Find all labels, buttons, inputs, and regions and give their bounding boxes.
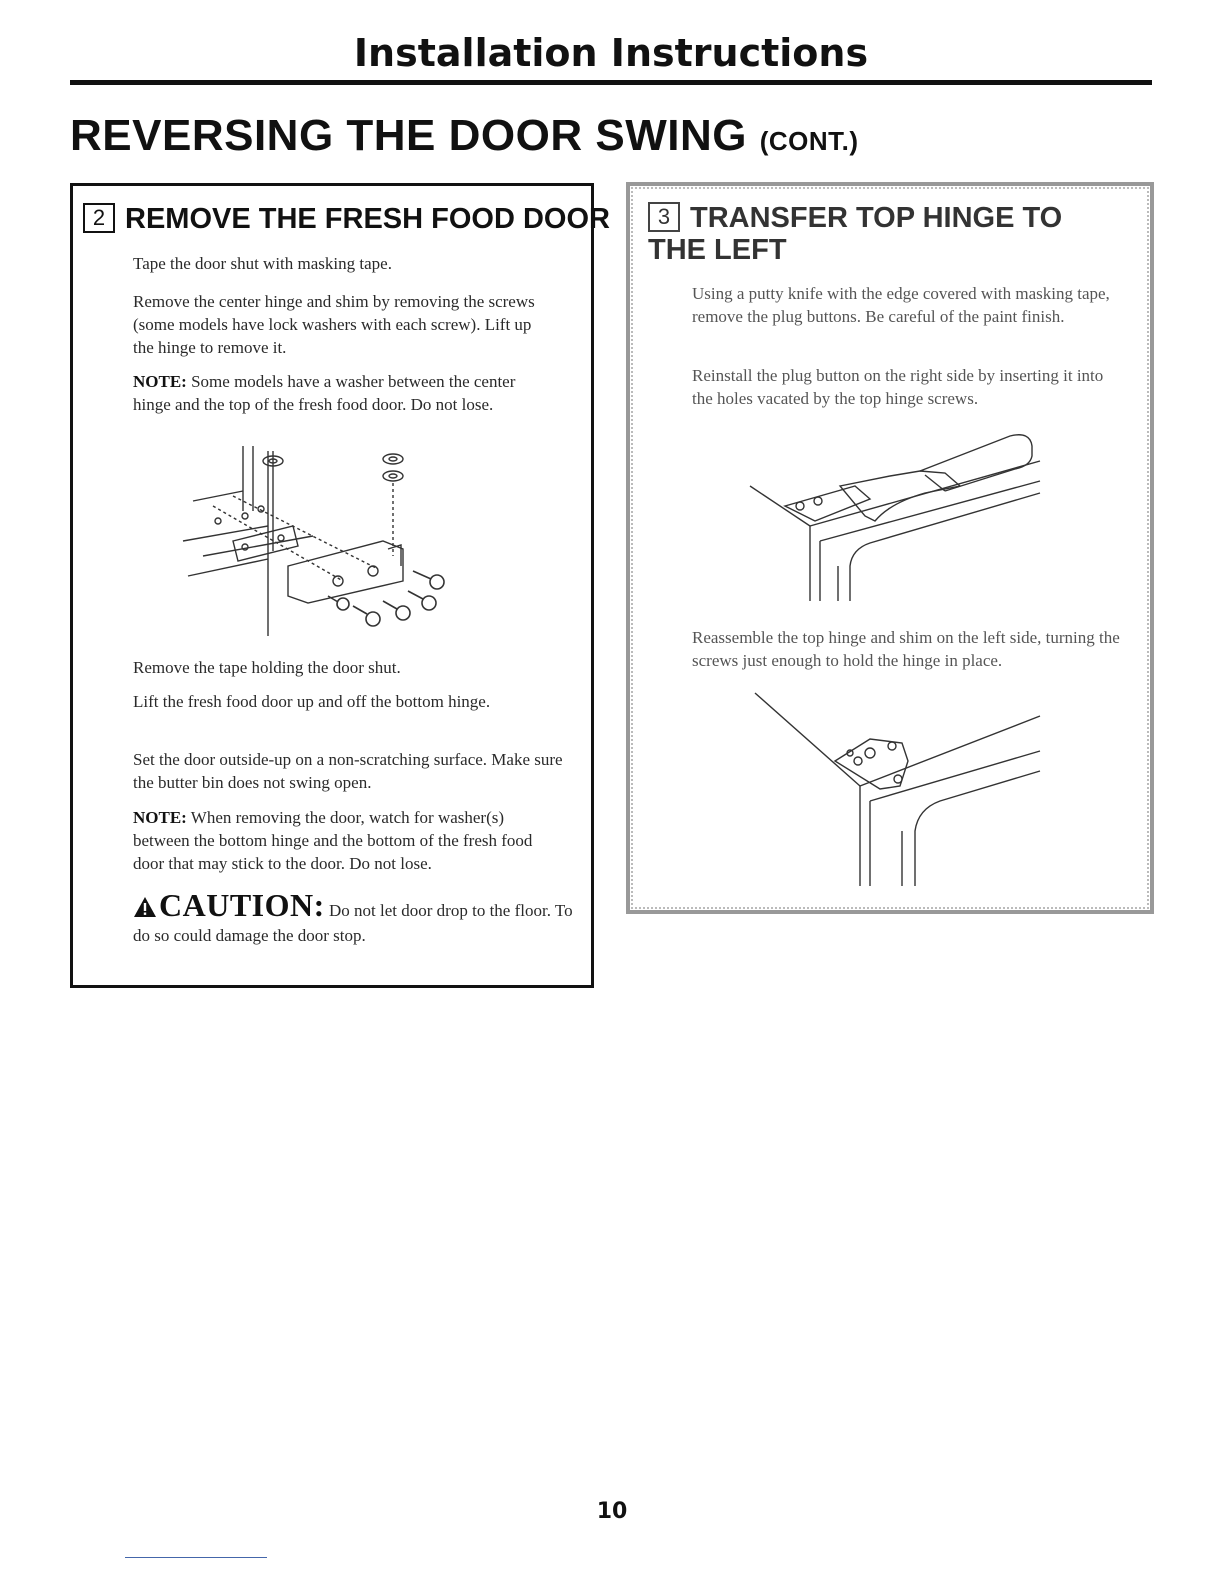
step3-box [626,182,1154,914]
section-title-text: REVERSING THE DOOR SWING [70,111,747,160]
section-title [70,110,859,167]
step2-note2-text: When removing the door, watch for washer(s) between the bottom hinge and the bottom of the fresh food door that may stick to the door. Do not lose. [133,808,533,873]
step2-note1-label: NOTE: [133,372,187,391]
warning-triangle-icon [133,896,157,924]
footer-divider [125,1557,267,1558]
step3-para1: Using a putty knife with the edge covered with masking tape, remove the plug buttons. Be careful of the paint finish. [692,284,1110,326]
caution-label: CAUTION: [159,887,325,923]
header-title: Installation Instructions [353,31,869,75]
step2-note1-text: Some models have a washer between the center hinge and the top of the fresh food door. Do not lose. [133,372,516,414]
step3-title: TRANSFER TOP HINGE TO THE LEFT [648,202,1063,266]
step2-note2-label: NOTE: [133,808,187,827]
step3-para3: Reassemble the top hinge and shim on the left side, turning the screws just enough to hold the hinge in place. [692,628,1120,670]
step2-para5: Set the door outside-up on a non-scratching surface. Make sure the butter bin does not swing open. [133,750,563,792]
step2-para3: Remove the tape holding the door shut. [133,658,401,677]
putty-knife-illustration [740,431,1050,606]
section-title-suffix: (CONT.) [759,126,859,156]
step2-para2: Remove the center hinge and shim by removing the screws (some models have lock washers with each screw). Lift up the hinge to remove it. [133,292,535,357]
step3-heading [648,202,1068,266]
step2-box [70,183,610,988]
step3-number: 3 [648,202,680,232]
step2-para1: Tape the door shut with masking tape. [133,254,392,273]
step2-number: 2 [83,203,115,233]
page-number: 10 [596,1499,628,1524]
step2-para4: Lift the fresh food door up and off the bottom hinge. [133,692,491,711]
step2-title: REMOVE THE FRESH FOOD DOOR [125,203,610,235]
step2-note1 [133,370,553,416]
caution-text: Do not let door drop to the floor. To do so could damage the door stop. [133,901,573,945]
step2-note2 [133,806,533,875]
center-hinge-illustration [173,441,503,641]
top-hinge-left-illustration [740,691,1050,891]
page-header [70,30,1152,85]
step3-para2: Reinstall the plug button on the right side by inserting it into the holes vacated by the top hinge screws. [692,366,1104,408]
step2-heading [83,203,610,235]
caution-block [133,887,583,947]
